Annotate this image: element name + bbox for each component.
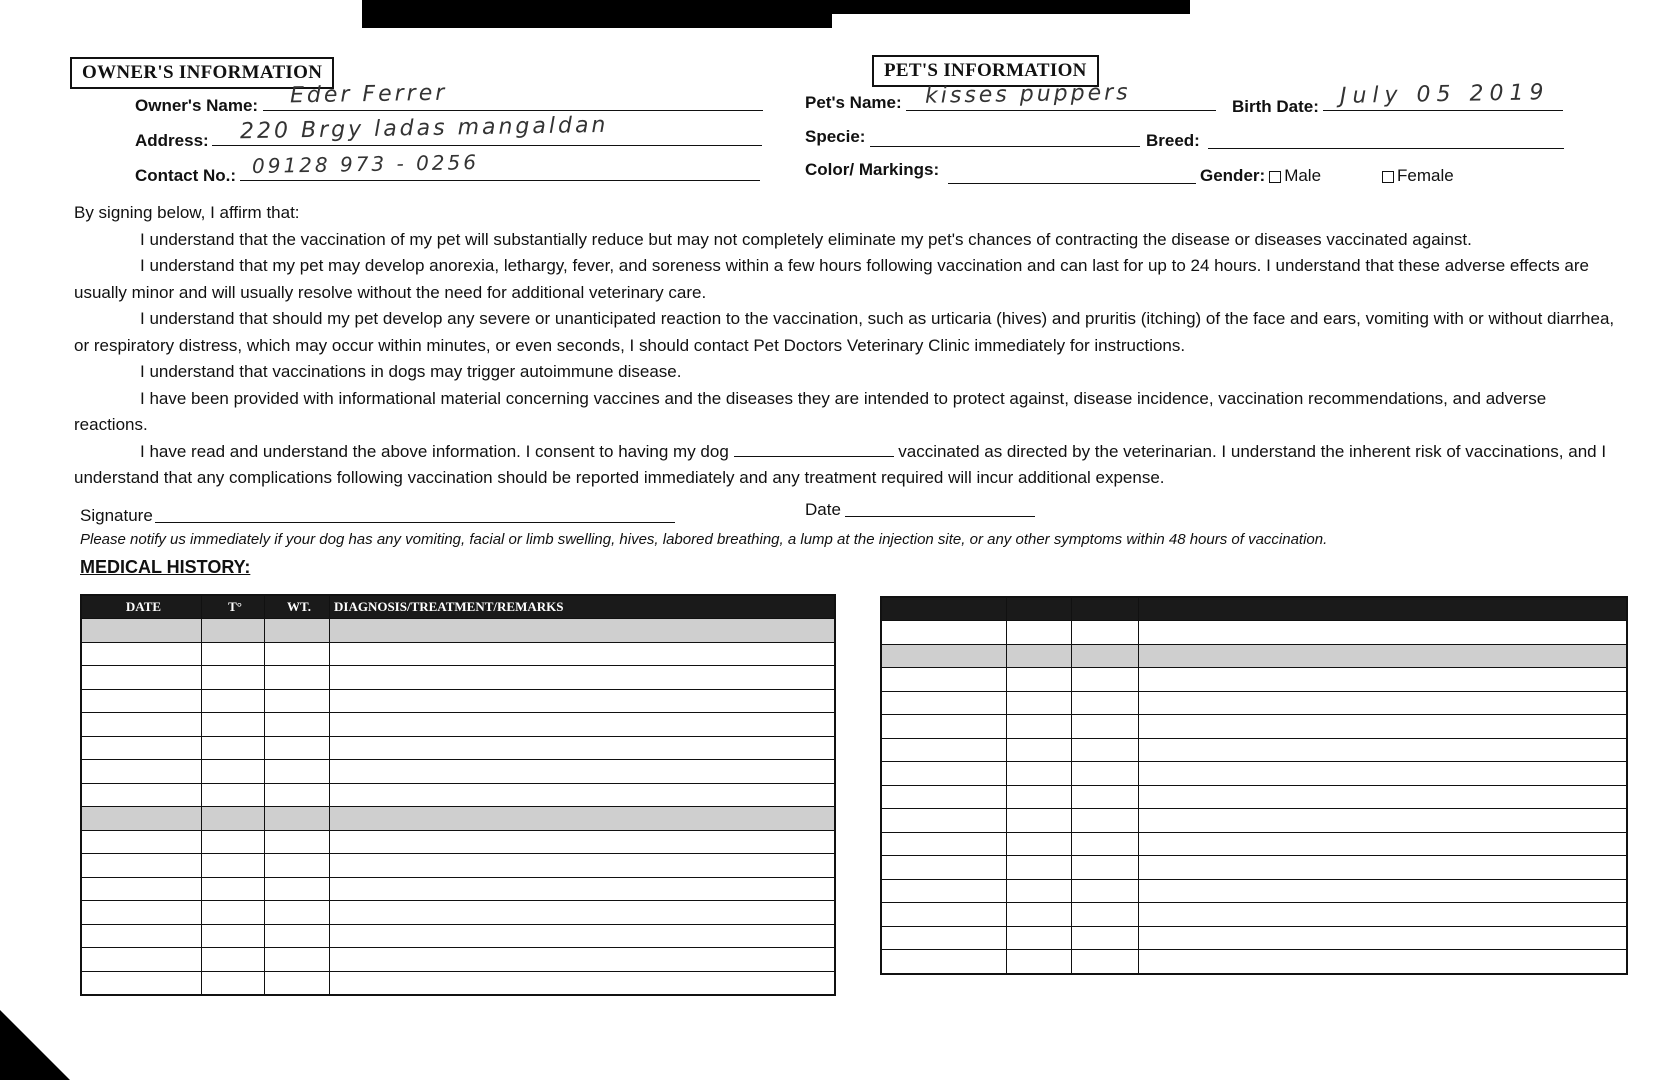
table-cell[interactable] xyxy=(202,948,265,972)
table-cell[interactable] xyxy=(265,901,330,925)
table-cell[interactable] xyxy=(202,689,265,713)
table-cell[interactable] xyxy=(1072,926,1139,950)
consent-paragraph-1: I understand that the vaccination of my pet will substantially reduce but may not completely eliminate my pet's chances of contracting the disease or diseases vaccinated against. xyxy=(140,229,1472,249)
owner-section-title: OWNER'S INFORMATION xyxy=(70,57,334,89)
owner-name-value: Eder Ferrer xyxy=(289,80,448,109)
table-cell[interactable] xyxy=(81,830,202,854)
consent-paragraph-4: I understand that vaccinations in dogs may trigger autoimmune disease. xyxy=(140,362,682,381)
table-cell[interactable] xyxy=(881,950,1007,974)
specie-label: Specie: xyxy=(805,127,866,146)
table-cell[interactable] xyxy=(81,924,202,948)
table-cell[interactable] xyxy=(330,713,836,737)
table-cell[interactable] xyxy=(202,854,265,878)
table-row xyxy=(81,642,835,666)
table-cell[interactable] xyxy=(1007,856,1072,880)
scan-corner xyxy=(0,1010,70,1080)
table-row xyxy=(81,783,835,807)
table-row xyxy=(81,713,835,737)
header-temp: T° xyxy=(202,595,265,619)
table-cell[interactable] xyxy=(330,971,836,995)
table-row xyxy=(881,715,1627,739)
table-cell[interactable] xyxy=(330,619,836,643)
table-cell[interactable] xyxy=(265,971,330,995)
table-cell[interactable] xyxy=(1007,809,1072,833)
table-cell[interactable] xyxy=(1007,832,1072,856)
table-cell[interactable] xyxy=(1007,903,1072,927)
birth-date-value: July 05 2019 xyxy=(1339,80,1550,109)
table-row xyxy=(881,809,1627,833)
table-cell[interactable] xyxy=(1139,621,1628,645)
table-cell[interactable] xyxy=(1139,715,1628,739)
table-cell[interactable] xyxy=(81,760,202,784)
table-cell[interactable] xyxy=(1139,879,1628,903)
table-cell[interactable] xyxy=(265,854,330,878)
table-cell[interactable] xyxy=(265,619,330,643)
header-blank-2 xyxy=(1007,597,1072,621)
table-cell[interactable] xyxy=(330,666,836,690)
gender-label-text: Gender: xyxy=(1200,166,1266,185)
date-field[interactable] xyxy=(845,516,1035,517)
table-cell[interactable] xyxy=(1007,738,1072,762)
table-cell[interactable] xyxy=(330,736,836,760)
table-cell[interactable] xyxy=(1072,668,1139,692)
pet-name-value: kisses puppers xyxy=(924,80,1131,109)
female-label: Female xyxy=(1397,166,1454,185)
table-cell[interactable] xyxy=(81,877,202,901)
table-cell[interactable] xyxy=(1072,785,1139,809)
header-blank-4 xyxy=(1139,597,1628,621)
female-checkbox[interactable] xyxy=(1382,171,1394,183)
table-row xyxy=(81,877,835,901)
header-weight: WT. xyxy=(265,595,330,619)
table-cell[interactable] xyxy=(202,877,265,901)
table-cell[interactable] xyxy=(1072,762,1139,786)
table-cell[interactable] xyxy=(265,760,330,784)
male-checkbox[interactable] xyxy=(1269,171,1281,183)
dog-name-blank[interactable] xyxy=(734,442,894,457)
table-header-row xyxy=(81,595,835,619)
table-row xyxy=(881,691,1627,715)
table-cell[interactable] xyxy=(330,854,836,878)
table-cell[interactable] xyxy=(202,666,265,690)
table-cell[interactable] xyxy=(202,924,265,948)
consent-paragraph-6b: vaccinated as directed by the veterinarian. I understand the inherent risk of vaccinations, and I understand that any complications following vaccination should be reported immediately and any treatment required will incur additional expense. xyxy=(74,441,1607,487)
table-cell[interactable] xyxy=(81,736,202,760)
table-cell[interactable] xyxy=(1007,926,1072,950)
address-field[interactable] xyxy=(212,145,762,146)
table-cell[interactable] xyxy=(330,760,836,784)
male-label: Male xyxy=(1284,166,1322,185)
table-cell[interactable] xyxy=(202,619,265,643)
table-cell[interactable] xyxy=(81,713,202,737)
table-row xyxy=(81,689,835,713)
table-cell[interactable] xyxy=(1007,668,1072,692)
table-cell[interactable] xyxy=(265,948,330,972)
date-label: Date xyxy=(805,500,841,519)
table-cell[interactable] xyxy=(881,785,1007,809)
table-cell[interactable] xyxy=(330,877,836,901)
table-cell[interactable] xyxy=(330,924,836,948)
table-cell[interactable] xyxy=(1072,715,1139,739)
color-markings-field[interactable] xyxy=(948,183,1196,184)
table-row xyxy=(81,971,835,995)
table-cell[interactable] xyxy=(1007,644,1072,668)
table-row xyxy=(881,644,1627,668)
table-cell[interactable] xyxy=(1139,856,1628,880)
table-cell[interactable] xyxy=(881,879,1007,903)
table-cell[interactable] xyxy=(1139,668,1628,692)
table-cell[interactable] xyxy=(81,666,202,690)
table-cell[interactable] xyxy=(1139,903,1628,927)
table-row xyxy=(881,903,1627,927)
header-date: DATE xyxy=(81,595,202,619)
table-row xyxy=(881,856,1627,880)
gender-label xyxy=(1200,166,1321,186)
table-cell[interactable] xyxy=(81,783,202,807)
medical-history-table-right xyxy=(880,596,1628,975)
table-cell[interactable] xyxy=(1072,644,1139,668)
table-cell[interactable] xyxy=(1007,785,1072,809)
table-cell[interactable] xyxy=(202,642,265,666)
table-cell[interactable] xyxy=(330,689,836,713)
table-cell[interactable] xyxy=(881,856,1007,880)
table-cell[interactable] xyxy=(265,807,330,831)
table-row xyxy=(81,948,835,972)
table-cell[interactable] xyxy=(1139,926,1628,950)
table-cell[interactable] xyxy=(881,809,1007,833)
table-row xyxy=(81,854,835,878)
table-cell[interactable] xyxy=(330,783,836,807)
table-cell[interactable] xyxy=(1139,809,1628,833)
table-cell[interactable] xyxy=(1072,856,1139,880)
contact-value: 09128 973 - 0256 xyxy=(251,150,480,178)
table-cell[interactable] xyxy=(81,807,202,831)
birth-date-field[interactable] xyxy=(1323,110,1563,111)
header-diagnosis: DIAGNOSIS/TREATMENT/REMARKS xyxy=(330,595,836,619)
scan-shadow-top-2 xyxy=(830,0,1190,14)
table-cell[interactable] xyxy=(1072,691,1139,715)
table-cell[interactable] xyxy=(881,738,1007,762)
medical-history-title: MEDICAL HISTORY: xyxy=(80,557,251,577)
table-row xyxy=(881,621,1627,645)
table-cell[interactable] xyxy=(1007,879,1072,903)
table-cell[interactable] xyxy=(881,691,1007,715)
color-markings-label: Color/ Markings: xyxy=(805,160,940,179)
table-header-row xyxy=(881,597,1627,621)
table-cell[interactable] xyxy=(330,642,836,666)
owner-name-label: Owner's Name: xyxy=(135,96,259,115)
table-row xyxy=(81,901,835,925)
table-cell[interactable] xyxy=(881,762,1007,786)
table-cell[interactable] xyxy=(1072,879,1139,903)
breed-field[interactable] xyxy=(1208,148,1564,149)
table-cell[interactable] xyxy=(202,830,265,854)
table-cell[interactable] xyxy=(1072,903,1139,927)
table-cell[interactable] xyxy=(265,783,330,807)
table-cell[interactable] xyxy=(81,854,202,878)
table-cell[interactable] xyxy=(265,666,330,690)
scan-shadow-top xyxy=(362,0,832,28)
table-cell[interactable] xyxy=(1139,762,1628,786)
table-cell[interactable] xyxy=(881,926,1007,950)
table-row xyxy=(881,668,1627,692)
table-cell[interactable] xyxy=(1072,809,1139,833)
specie-field[interactable] xyxy=(870,146,1140,147)
table-cell[interactable] xyxy=(81,642,202,666)
table-cell[interactable] xyxy=(1007,621,1072,645)
table-row xyxy=(881,879,1627,903)
pet-section-title: PET'S INFORMATION xyxy=(872,55,1099,87)
consent-paragraph-6a: I have read and understand the above information. I consent to having my dog xyxy=(140,441,729,461)
female-option xyxy=(1378,166,1454,186)
breed-label: Breed: xyxy=(1146,131,1200,150)
table-cell[interactable] xyxy=(202,713,265,737)
table-row xyxy=(81,760,835,784)
table-cell[interactable] xyxy=(1007,691,1072,715)
medical-history-table-left xyxy=(80,594,836,996)
table-cell[interactable] xyxy=(1139,950,1628,974)
table-cell[interactable] xyxy=(1072,832,1139,856)
table-row xyxy=(881,926,1627,950)
table-cell[interactable] xyxy=(1007,762,1072,786)
table-row xyxy=(881,950,1627,974)
table-cell[interactable] xyxy=(881,621,1007,645)
table-cell[interactable] xyxy=(202,807,265,831)
table-cell[interactable] xyxy=(330,901,836,925)
table-cell[interactable] xyxy=(1072,738,1139,762)
table-cell[interactable] xyxy=(202,901,265,925)
table-cell[interactable] xyxy=(265,877,330,901)
table-row xyxy=(881,785,1627,809)
pet-name-field[interactable] xyxy=(906,110,1216,111)
table-cell[interactable] xyxy=(81,689,202,713)
consent-text xyxy=(74,200,1624,492)
owner-name-field[interactable] xyxy=(263,110,763,111)
table-row xyxy=(81,924,835,948)
table-cell[interactable] xyxy=(81,971,202,995)
table-cell[interactable] xyxy=(265,924,330,948)
consent-paragraph-5: I have been provided with informational material concerning vaccines and the diseases they are intended to protect against, disease incidence, vaccination recommendations, and adverse reactions. xyxy=(74,388,1547,434)
table-cell[interactable] xyxy=(202,760,265,784)
table-cell[interactable] xyxy=(1139,738,1628,762)
table-cell[interactable] xyxy=(881,832,1007,856)
table-cell[interactable] xyxy=(265,736,330,760)
address-label: Address: xyxy=(135,131,209,150)
consent-paragraph-6 xyxy=(74,439,1624,492)
contact-label: Contact No.: xyxy=(135,166,237,185)
table-cell[interactable] xyxy=(330,807,836,831)
table-row xyxy=(81,736,835,760)
table-cell[interactable] xyxy=(1007,715,1072,739)
table-row xyxy=(81,807,835,831)
address-value: 220 Brgy ladas mangaldan xyxy=(239,112,609,145)
pet-name-label: Pet's Name: xyxy=(805,93,902,112)
table-cell[interactable] xyxy=(1139,832,1628,856)
signature-field[interactable] xyxy=(155,522,675,523)
table-row xyxy=(81,830,835,854)
birth-date-label: Birth Date: xyxy=(1232,97,1319,116)
table-cell[interactable] xyxy=(881,668,1007,692)
table-cell[interactable] xyxy=(1139,644,1628,668)
table-cell[interactable] xyxy=(202,736,265,760)
table-row xyxy=(881,738,1627,762)
header-blank-1 xyxy=(881,597,1007,621)
table-cell[interactable] xyxy=(330,830,836,854)
table-cell[interactable] xyxy=(202,783,265,807)
table-cell[interactable] xyxy=(81,948,202,972)
consent-paragraph-3: I understand that should my pet develop any severe or unanticipated reaction to the vaccination, such as urticaria (hives) and pruritis (itching) of the face and ears, vomiting with or without diarrhea, or respiratory distress, which may occur within minutes, or even seconds, I should contact Pet Doctors Veterinary Clinic immediately for instructions. xyxy=(74,309,1615,355)
contact-field[interactable] xyxy=(240,180,760,181)
table-cell[interactable] xyxy=(265,642,330,666)
table-cell[interactable] xyxy=(81,619,202,643)
table-cell[interactable] xyxy=(265,713,330,737)
table-row xyxy=(881,762,1627,786)
table-cell[interactable] xyxy=(330,948,836,972)
notice-text: Please notify us immediately if your dog has any vomiting, facial or limb swelling, hives, labored breathing, a lump at the injection site, or any other symptoms within 48 hours of vaccination. xyxy=(80,531,1328,548)
table-cell[interactable] xyxy=(81,901,202,925)
table-row xyxy=(81,619,835,643)
signature-label: Signature xyxy=(80,506,153,525)
table-cell[interactable] xyxy=(265,689,330,713)
table-cell[interactable] xyxy=(1072,950,1139,974)
consent-paragraph-2: I understand that my pet may develop anorexia, lethargy, fever, and soreness within a few hours following vaccination and can last for up to 24 hours. I understand that these adverse effects are usually minor and will usually resolve without the need for additional veterinary care. xyxy=(74,256,1590,302)
table-cell[interactable] xyxy=(881,644,1007,668)
table-row xyxy=(881,832,1627,856)
table-cell[interactable] xyxy=(265,830,330,854)
table-cell[interactable] xyxy=(1139,691,1628,715)
table-cell[interactable] xyxy=(1139,785,1628,809)
header-blank-3 xyxy=(1072,597,1139,621)
table-cell[interactable] xyxy=(1072,621,1139,645)
table-row xyxy=(81,666,835,690)
table-cell[interactable] xyxy=(881,715,1007,739)
table-cell[interactable] xyxy=(1007,950,1072,974)
table-cell[interactable] xyxy=(881,903,1007,927)
table-cell[interactable] xyxy=(202,971,265,995)
consent-intro: By signing below, I affirm that: xyxy=(74,203,300,222)
